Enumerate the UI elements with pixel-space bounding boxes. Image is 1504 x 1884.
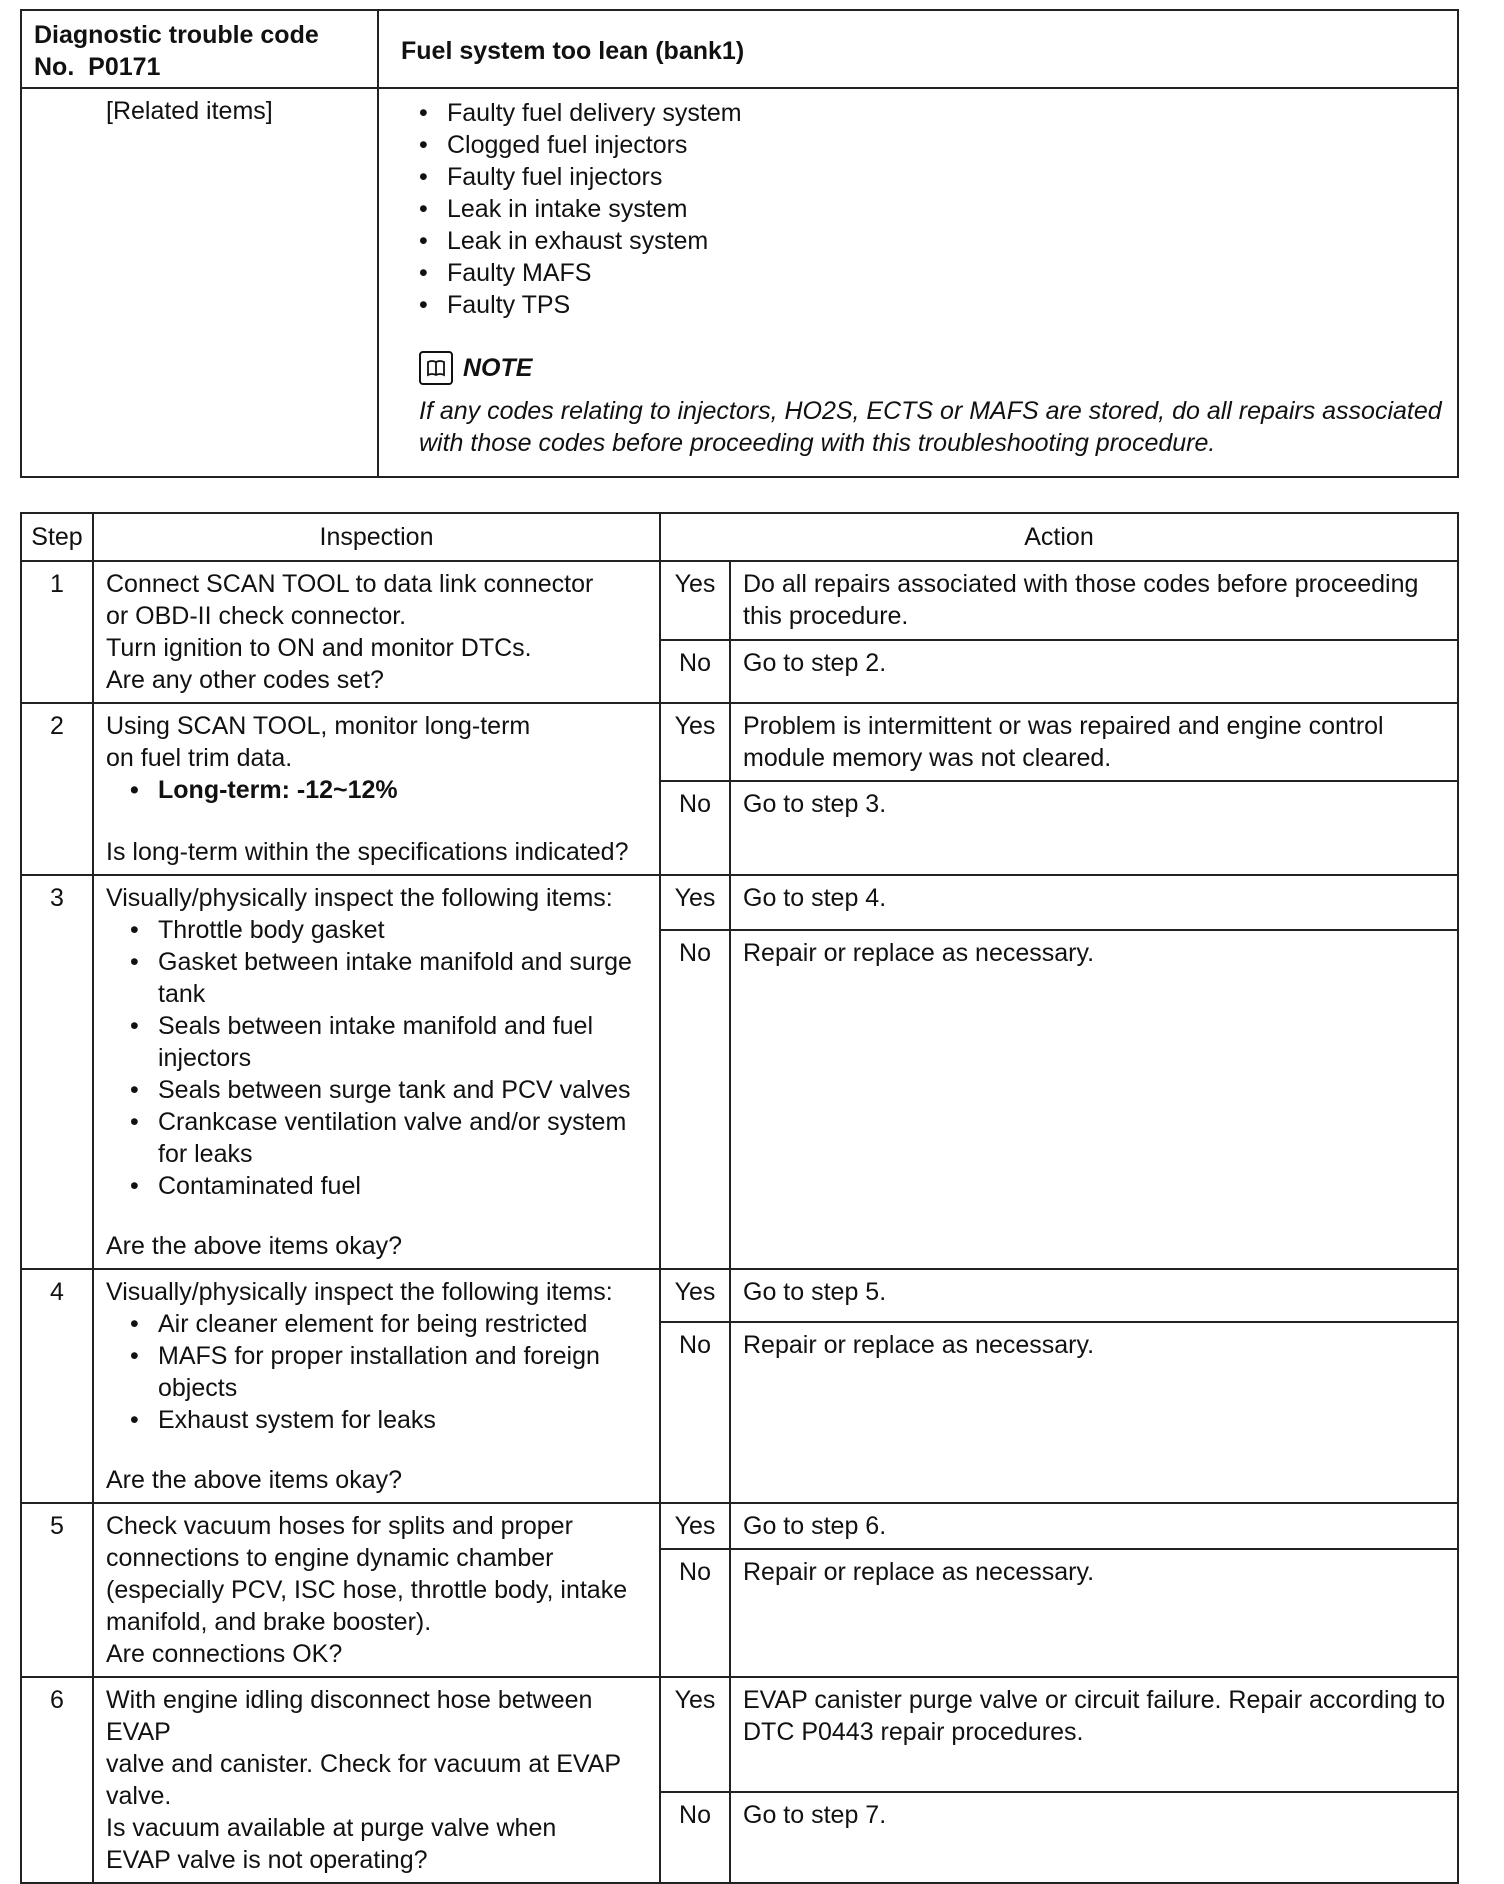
no-label: No [660, 930, 730, 1269]
inspection-question: Is long-term within the specifications indicated? [106, 838, 629, 866]
yes-label: Yes [660, 1503, 730, 1549]
no-action: Go to step 7. [730, 1792, 1458, 1883]
yes-action: Go to step 4. [730, 875, 1458, 930]
inspection-line: Is vacuum available at purge valve when [106, 1814, 557, 1842]
no-action: Go to step 2. [730, 640, 1458, 703]
column-header-action: Action [660, 513, 1458, 561]
inspection-question: Are the above items okay? [106, 1232, 402, 1260]
dtc-header-table [20, 9, 1459, 478]
spec-list [106, 774, 651, 806]
yes-label: Yes [660, 703, 730, 781]
note-text: If any codes relating to injectors, HO2S, ECTS or MAFS are stored, do all repairs associated with those codes before proceeding with this troubleshooting procedure. [419, 397, 1442, 457]
yes-action: Go to step 5. [730, 1269, 1458, 1322]
list-item: • Contaminated fuel [130, 1170, 651, 1202]
column-header-inspection: Inspection [93, 513, 660, 561]
inspection-line: manifold, and brake booster). [106, 1608, 432, 1636]
table-row [21, 875, 1458, 930]
related-items-cell [378, 88, 1458, 477]
yes-label: Yes [660, 1269, 730, 1322]
inspection-line: (especially PCV, ISC hose, throttle body, intake [106, 1576, 628, 1604]
inspection-question: Are the above items okay? [106, 1466, 402, 1494]
yes-action: Problem is intermittent or was repaired and engine control module memory was not cleared. [730, 703, 1458, 781]
inspection-intro: Visually/physically inspect the following items: [106, 1278, 613, 1306]
troubleshooting-steps-table [20, 512, 1459, 1884]
step-inspection [93, 561, 660, 703]
table-row [21, 561, 1458, 640]
column-header-step: Step [21, 513, 93, 561]
yes-label: Yes [660, 875, 730, 930]
step-number: 6 [21, 1677, 93, 1883]
inspection-line: Check vacuum hoses for splits and proper [106, 1512, 573, 1540]
step-inspection [93, 1503, 660, 1677]
inspection-intro: Visually/physically inspect the following items: [106, 884, 613, 912]
inspection-line: Connect SCAN TOOL to data link connector [106, 570, 594, 598]
yes-label: Yes [660, 561, 730, 640]
spec-item: • Long-term: -12~12% [130, 774, 651, 806]
dtc-code-cell [21, 10, 378, 88]
list-item: • Air cleaner element for being restricted [130, 1308, 651, 1340]
table-row [21, 703, 1458, 781]
no-label: No [660, 640, 730, 703]
dtc-title: Fuel system too lean (bank1) [378, 10, 1458, 88]
list-item: • Gasket between intake manifold and surge tank [130, 946, 651, 1010]
dtc-code-number: No. P0171 [34, 53, 161, 81]
list-item: • Crankcase ventilation valve and/or system for leaks [130, 1106, 651, 1170]
step-inspection [93, 875, 660, 1269]
inspection-line: connections to engine dynamic chamber [106, 1544, 554, 1572]
related-items-list [419, 97, 1447, 321]
inspection-line: Are connections OK? [106, 1640, 343, 1668]
no-action: Repair or replace as necessary. [730, 1322, 1458, 1503]
list-item: • Leak in intake system [419, 193, 1447, 225]
inspection-line: With engine idling disconnect hose between EVAP [106, 1686, 593, 1746]
list-item: • Faulty TPS [419, 289, 1447, 321]
list-item: • Faulty fuel delivery system [419, 97, 1447, 129]
no-action: Repair or replace as necessary. [730, 930, 1458, 1269]
step-number: 3 [21, 875, 93, 1269]
table-row [21, 1677, 1458, 1792]
step-number: 2 [21, 703, 93, 875]
list-item: • Faulty MAFS [419, 257, 1447, 289]
no-action: Repair or replace as necessary. [730, 1549, 1458, 1677]
inspection-line: or OBD-II check connector. [106, 602, 407, 630]
step-inspection [93, 1677, 660, 1883]
list-item: • Clogged fuel injectors [419, 129, 1447, 161]
no-label: No [660, 1549, 730, 1677]
inspection-line: Are any other codes set? [106, 666, 384, 694]
list-item: • Exhaust system for leaks [130, 1404, 651, 1436]
note-heading [419, 351, 1447, 385]
book-icon [419, 351, 453, 385]
no-label: No [660, 1322, 730, 1503]
inspection-items [106, 914, 651, 1202]
list-item: • Throttle body gasket [130, 914, 651, 946]
yes-action: Go to step 6. [730, 1503, 1458, 1549]
dtc-code-label: Diagnostic trouble code [34, 21, 319, 49]
inspection-line: valve and canister. Check for vacuum at EVAP valve. [106, 1750, 621, 1810]
yes-label: Yes [660, 1677, 730, 1792]
step-inspection [93, 1269, 660, 1503]
no-label: No [660, 781, 730, 875]
list-item: • Faulty fuel injectors [419, 161, 1447, 193]
inspection-line: EVAP valve is not operating? [106, 1846, 428, 1874]
inspection-line: on fuel trim data. [106, 744, 293, 772]
step-inspection [93, 703, 660, 875]
yes-action: Do all repairs associated with those codes before proceeding this procedure. [730, 561, 1458, 640]
related-items-label: [Related items] [21, 88, 378, 477]
list-item: • Leak in exhaust system [419, 225, 1447, 257]
table-header-row [21, 513, 1458, 561]
inspection-line: Turn ignition to ON and monitor DTCs. [106, 634, 532, 662]
inspection-line: Using SCAN TOOL, monitor long-term [106, 712, 531, 740]
list-item: • MAFS for proper installation and foreign objects [130, 1340, 651, 1404]
step-number: 4 [21, 1269, 93, 1503]
step-number: 5 [21, 1503, 93, 1677]
list-item: • Seals between surge tank and PCV valves [130, 1074, 651, 1106]
step-number: 1 [21, 561, 93, 703]
list-item: • Seals between intake manifold and fuel injectors [130, 1010, 651, 1074]
table-row [21, 1269, 1458, 1322]
inspection-items [106, 1308, 651, 1436]
no-action: Go to step 3. [730, 781, 1458, 875]
no-label: No [660, 1792, 730, 1883]
note-label: NOTE [463, 354, 533, 382]
table-row [21, 1503, 1458, 1549]
yes-action: EVAP canister purge valve or circuit failure. Repair according to DTC P0443 repair procedures. [730, 1677, 1458, 1792]
